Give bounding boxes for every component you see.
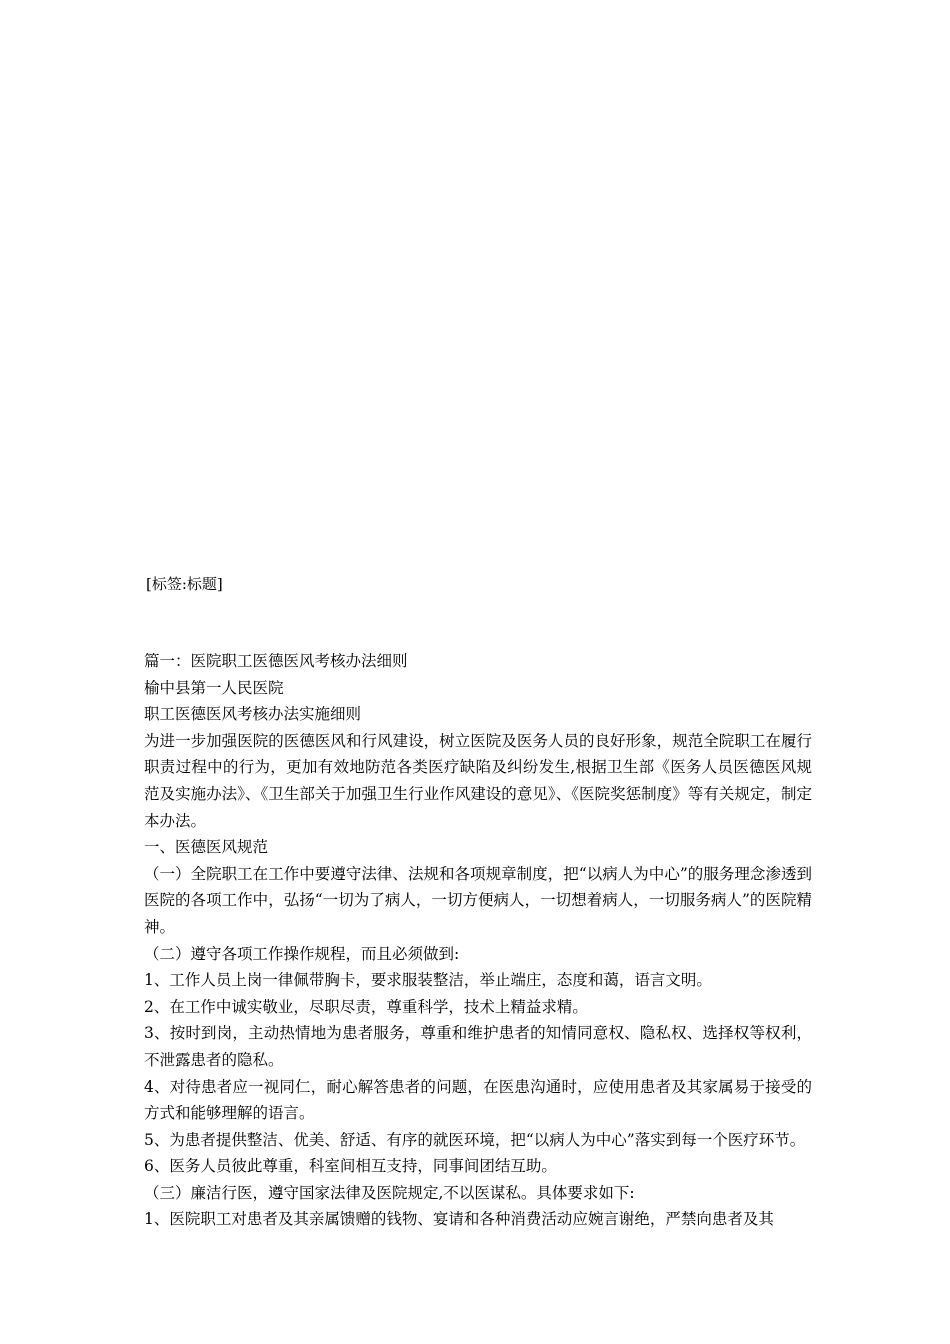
intro-paragraph: 为进一步加强医院的医德医风和行风建设，树立医院及医务人员的良好形象，规范全院职工在履行职责过程中的行为，更加有效地防范各类医疗缺陷及纠纷发生,根据卫生部《医务人员医德医风规范及实施办法》、《卫生部关于加强卫生行业作风建设的意见》、《医院奖惩制度》等有关规定，制定本办法。	[144, 731, 812, 830]
chapter-heading: 一、医德医风规范	[144, 838, 269, 857]
tag-label: [标签:标题]	[146, 575, 223, 593]
list-item: 6、医务人员彼此尊重，科室间相互支持，同事间团结互助。	[144, 1157, 557, 1176]
list-item: 1、医院职工对患者及其亲属馈赠的钱物、宴请和各种消费活动应婉言谢绝，严禁向患者及其	[144, 1210, 774, 1229]
list-item: 5、为患者提供整洁、优美、舒适、有序的就医环境，把“以病人为中心”落实到每一个医疗环节。	[144, 1130, 806, 1149]
list-item: 2、在工作中诚实敬业，尽职尽责，尊重科学，技术上精益求精。	[144, 997, 588, 1016]
list-item: 3、按时到岗，主动热情地为患者服务，尊重和维护患者的知情同意权、隐私权、选择权等权利，不泄露患者的隐私。	[144, 1024, 812, 1069]
clause-paragraph: （一）全院职工在工作中要遵守法律、法规和各项规章制度，把“以病人为中心”的服务理念渗透到医院的各项工作中，弘扬“一切为了病人，一切方便病人，一切想着病人，一切服务病人”的医院精神。	[144, 864, 812, 936]
document-title: 职工医德医风考核办法实施细则	[144, 705, 362, 724]
section-heading: 篇一：医院职工医德医风考核办法细则	[144, 652, 408, 670]
list-item: 4、对待患者应一视同仁，耐心解答患者的问题，在医患沟通时，应使用患者及其家属易于接受的方式和能够理解的语言。	[144, 1077, 812, 1123]
list-item: 1、工作人员上岗一律佩带胸卡，要求服装整洁，举止端庄，态度和蔼，语言文明。	[144, 971, 712, 990]
hospital-name: 榆中县第一人民医院	[144, 678, 284, 697]
document-body	[144, 648, 812, 1233]
clause-paragraph: （二）遵守各项工作操作规程，而且必须做到:	[144, 944, 460, 963]
clause-paragraph: （三）廉洁行医，遵守国家法律及医院规定,不以医谋私。具体要求如下:	[144, 1183, 635, 1202]
